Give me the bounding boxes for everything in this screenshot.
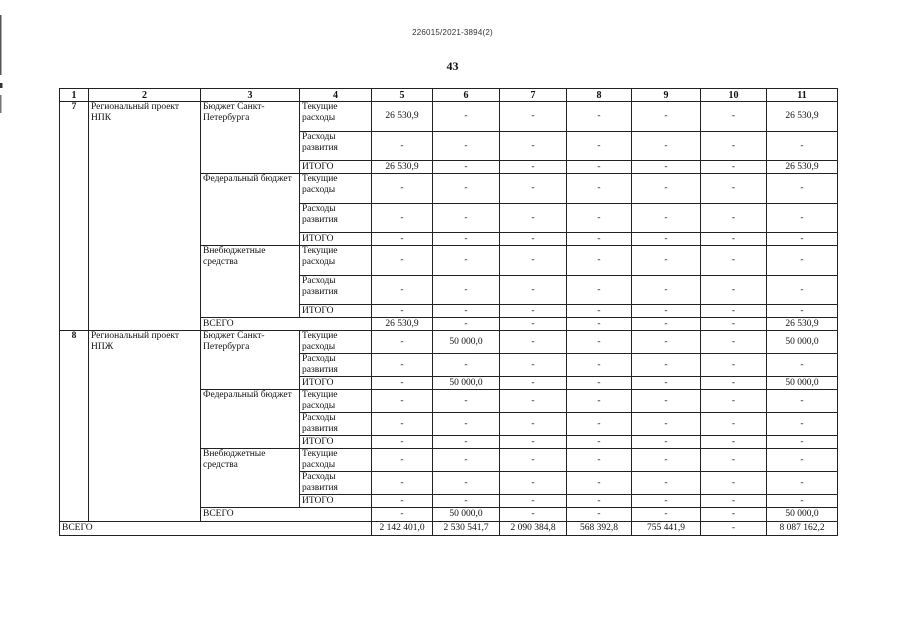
value-cell: 26 530,9 <box>372 318 433 331</box>
value-cell: - <box>567 508 632 522</box>
value-cell: - <box>632 472 701 495</box>
expense-type: Текущие расходы <box>300 390 372 413</box>
grand-total-row <box>60 522 838 536</box>
value-cell: - <box>632 174 701 204</box>
value-cell: - <box>632 233 701 246</box>
value-cell: - <box>701 161 767 174</box>
funding-source: Внебюджетные средства <box>201 246 300 318</box>
value-cell: - <box>632 246 701 276</box>
grand-total-value: 8 087 162,2 <box>767 522 838 536</box>
value-cell: - <box>632 377 701 390</box>
value-cell: - <box>567 276 632 305</box>
column-header: 3 <box>201 89 300 102</box>
value-cell: - <box>701 377 767 390</box>
value-cell: - <box>767 354 838 377</box>
value-cell: - <box>632 204 701 233</box>
value-cell: - <box>767 132 838 161</box>
expense-type: Текущие расходы <box>300 174 372 204</box>
project-number: 7 <box>60 102 89 331</box>
value-cell: - <box>567 174 632 204</box>
funding-source: Федеральный бюджет <box>201 174 300 246</box>
grand-total-value: 2 090 384,8 <box>500 522 567 536</box>
value-cell: - <box>701 233 767 246</box>
value-cell: - <box>632 305 701 318</box>
value-cell: - <box>372 377 433 390</box>
expense-type: ИТОГО <box>300 436 372 449</box>
value-cell: - <box>767 436 838 449</box>
value-cell: - <box>500 204 567 233</box>
value-cell: 50 000,0 <box>433 331 500 354</box>
grand-total-value: 755 441,9 <box>632 522 701 536</box>
value-cell: 50 000,0 <box>433 377 500 390</box>
value-cell: - <box>500 233 567 246</box>
value-cell: - <box>500 390 567 413</box>
value-cell: - <box>500 449 567 472</box>
expense-type: Расходы развития <box>300 132 372 161</box>
value-cell: 26 530,9 <box>767 161 838 174</box>
value-cell: 26 530,9 <box>372 161 433 174</box>
grand-total-value: 2 530 541,7 <box>433 522 500 536</box>
value-cell: - <box>701 102 767 132</box>
value-cell: - <box>701 390 767 413</box>
grand-total-value: 568 392,8 <box>567 522 632 536</box>
value-cell: - <box>767 174 838 204</box>
expense-type: ИТОГО <box>300 161 372 174</box>
value-cell: - <box>567 354 632 377</box>
value-cell: - <box>567 472 632 495</box>
value-cell: - <box>500 413 567 436</box>
value-cell: - <box>433 305 500 318</box>
grand-total-value: - <box>701 522 767 536</box>
value-cell: - <box>433 204 500 233</box>
value-cell: - <box>372 174 433 204</box>
value-cell: - <box>433 390 500 413</box>
value-cell: - <box>500 354 567 377</box>
column-header: 1 <box>60 89 89 102</box>
value-cell: - <box>433 495 500 508</box>
column-header: 10 <box>701 89 767 102</box>
expense-type: Текущие расходы <box>300 102 372 132</box>
value-cell: - <box>500 276 567 305</box>
value-cell: - <box>567 161 632 174</box>
value-cell: - <box>433 233 500 246</box>
value-cell: - <box>701 132 767 161</box>
value-cell: 26 530,9 <box>767 318 838 331</box>
value-cell: - <box>372 331 433 354</box>
expense-type: Текущие расходы <box>300 449 372 472</box>
value-cell: - <box>372 305 433 318</box>
project-total-label: ВСЕГО <box>201 318 372 331</box>
column-header: 4 <box>300 89 372 102</box>
value-cell: - <box>567 233 632 246</box>
value-cell: - <box>567 204 632 233</box>
value-cell: 50 000,0 <box>767 508 838 522</box>
expense-type: Текущие расходы <box>300 331 372 354</box>
column-header: 7 <box>500 89 567 102</box>
project-number: 8 <box>60 331 89 522</box>
project-name: Региональный проект НПЖ <box>89 331 201 522</box>
value-cell: - <box>701 331 767 354</box>
value-cell: - <box>433 161 500 174</box>
value-cell: - <box>632 102 701 132</box>
column-header: 9 <box>632 89 701 102</box>
value-cell: - <box>372 449 433 472</box>
value-cell: - <box>567 413 632 436</box>
page-number: 43 <box>446 59 459 73</box>
value-cell: - <box>500 508 567 522</box>
value-cell: - <box>500 318 567 331</box>
expense-type: Расходы развития <box>300 413 372 436</box>
expense-type: Расходы развития <box>300 276 372 305</box>
value-cell: - <box>433 276 500 305</box>
funding-source: Внебюджетные средства <box>201 449 300 508</box>
value-cell: - <box>500 436 567 449</box>
value-cell: - <box>701 354 767 377</box>
value-cell: - <box>433 102 500 132</box>
value-cell: - <box>632 331 701 354</box>
value-cell: 50 000,0 <box>433 508 500 522</box>
value-cell: - <box>433 436 500 449</box>
value-cell: 26 530,9 <box>372 102 433 132</box>
column-header: 5 <box>372 89 433 102</box>
value-cell: - <box>701 449 767 472</box>
value-cell: - <box>632 276 701 305</box>
value-cell: - <box>372 276 433 305</box>
value-cell: - <box>701 305 767 318</box>
value-cell: - <box>500 161 567 174</box>
value-cell: - <box>632 413 701 436</box>
value-cell: - <box>767 472 838 495</box>
expense-type: ИТОГО <box>300 495 372 508</box>
value-cell: - <box>632 318 701 331</box>
value-cell: - <box>767 233 838 246</box>
table-row <box>60 102 838 132</box>
value-cell: - <box>567 436 632 449</box>
value-cell: - <box>767 204 838 233</box>
expense-type: ИТОГО <box>300 305 372 318</box>
value-cell: - <box>567 246 632 276</box>
value-cell: - <box>567 132 632 161</box>
value-cell: - <box>567 318 632 331</box>
value-cell: - <box>567 449 632 472</box>
value-cell: - <box>767 413 838 436</box>
value-cell: 26 530,9 <box>767 102 838 132</box>
value-cell: - <box>567 305 632 318</box>
value-cell: - <box>433 132 500 161</box>
grand-total-value: 2 142 401,0 <box>372 522 433 536</box>
value-cell: - <box>567 377 632 390</box>
value-cell: - <box>500 331 567 354</box>
column-header: 8 <box>567 89 632 102</box>
column-header: 11 <box>767 89 838 102</box>
expense-type: Расходы развития <box>300 204 372 233</box>
value-cell: - <box>372 246 433 276</box>
value-cell: - <box>567 390 632 413</box>
value-cell: - <box>433 449 500 472</box>
value-cell: - <box>632 161 701 174</box>
value-cell: - <box>632 436 701 449</box>
value-cell: - <box>701 472 767 495</box>
header-row <box>60 89 838 102</box>
value-cell: - <box>701 246 767 276</box>
value-cell: - <box>500 246 567 276</box>
value-cell: - <box>701 495 767 508</box>
value-cell: - <box>500 174 567 204</box>
funding-source: Федеральный бюджет <box>201 390 300 449</box>
value-cell: - <box>701 413 767 436</box>
value-cell: - <box>767 449 838 472</box>
funding-source: Бюджет Санкт-Петербурга <box>201 102 300 174</box>
value-cell: - <box>632 495 701 508</box>
table-row <box>60 331 838 354</box>
value-cell: - <box>632 390 701 413</box>
value-cell: - <box>433 354 500 377</box>
value-cell: - <box>701 318 767 331</box>
value-cell: - <box>433 174 500 204</box>
value-cell: - <box>372 390 433 413</box>
value-cell: - <box>767 305 838 318</box>
value-cell: - <box>632 132 701 161</box>
value-cell: - <box>701 174 767 204</box>
value-cell: - <box>767 276 838 305</box>
value-cell: - <box>500 132 567 161</box>
expense-type: ИТОГО <box>300 233 372 246</box>
value-cell: - <box>701 204 767 233</box>
value-cell: - <box>701 508 767 522</box>
value-cell: - <box>372 204 433 233</box>
value-cell: - <box>372 233 433 246</box>
value-cell: - <box>632 449 701 472</box>
value-cell: - <box>701 436 767 449</box>
value-cell: - <box>372 472 433 495</box>
expense-type: Расходы развития <box>300 354 372 377</box>
expense-type: Текущие расходы <box>300 246 372 276</box>
value-cell: - <box>372 132 433 161</box>
budget-table <box>59 88 838 536</box>
value-cell: 50 000,0 <box>767 377 838 390</box>
value-cell: - <box>433 413 500 436</box>
value-cell: - <box>567 102 632 132</box>
value-cell: - <box>372 508 433 522</box>
value-cell: - <box>767 390 838 413</box>
value-cell: - <box>372 354 433 377</box>
value-cell: - <box>500 495 567 508</box>
expense-type: Расходы развития <box>300 472 372 495</box>
value-cell: - <box>372 436 433 449</box>
value-cell: - <box>632 508 701 522</box>
value-cell: - <box>701 276 767 305</box>
value-cell: - <box>500 102 567 132</box>
column-header: 2 <box>89 89 201 102</box>
value-cell: - <box>632 354 701 377</box>
value-cell: - <box>500 472 567 495</box>
value-cell: - <box>767 246 838 276</box>
value-cell: - <box>500 377 567 390</box>
value-cell: - <box>567 331 632 354</box>
funding-source: Бюджет Санкт-Петербурга <box>201 331 300 390</box>
value-cell: - <box>500 305 567 318</box>
value-cell: - <box>567 495 632 508</box>
value-cell: - <box>372 495 433 508</box>
value-cell: - <box>767 495 838 508</box>
column-header: 6 <box>433 89 500 102</box>
value-cell: - <box>372 413 433 436</box>
grand-total-label: ВСЕГО <box>60 522 372 536</box>
value-cell: 50 000,0 <box>767 331 838 354</box>
value-cell: - <box>433 318 500 331</box>
value-cell: - <box>433 246 500 276</box>
project-total-label: ВСЕГО <box>201 508 372 522</box>
value-cell: - <box>433 472 500 495</box>
project-name: Региональный проект НПК <box>89 102 201 331</box>
expense-type: ИТОГО <box>300 377 372 390</box>
document-number: 226015/2021-3894(2) <box>412 28 493 37</box>
